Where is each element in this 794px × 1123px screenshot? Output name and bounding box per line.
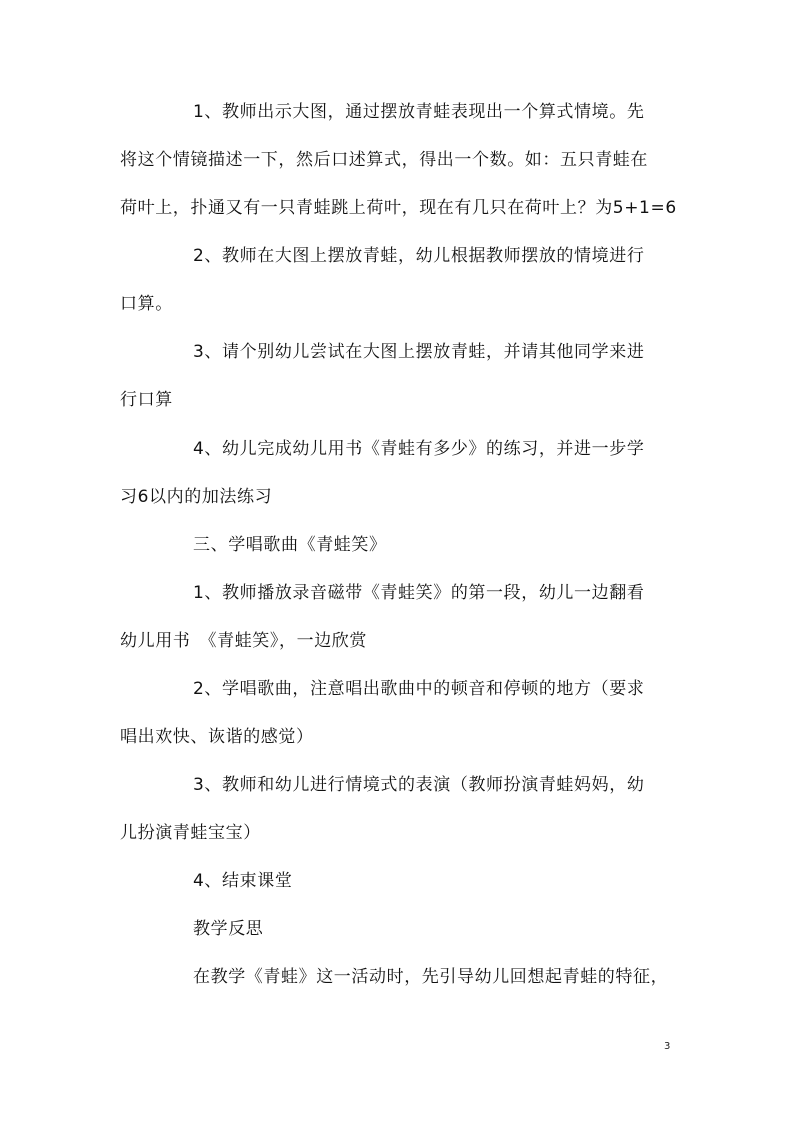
paragraph-line: 将这个情镜描述一下，然后口述算式，得出一个数。如：五只青蛙在	[120, 150, 648, 170]
paragraph-line: 4、幼儿完成幼儿用书《青蛙有多少》的练习，并进一步学	[193, 439, 645, 459]
paragraph-line: 2、学唱歌曲，注意唱出歌曲中的顿音和停顿的地方（要求	[193, 679, 645, 699]
paragraph-line: 4、结束课堂	[193, 871, 293, 891]
paragraph-line: 1、教师出示大图，通过摆放青蛙表现出一个算式情境。先	[193, 102, 645, 122]
paragraph-line: 幼儿用书 《青蛙笑》，一边欣赏	[120, 631, 367, 651]
paragraph-line: 儿扮演青蛙宝宝）	[120, 823, 261, 843]
paragraph-line: 行口算	[120, 390, 173, 410]
paragraph-line: 习6以内的加法练习	[120, 487, 273, 507]
paragraph-line: 3、教师和幼儿进行情境式的表演（教师扮演青蛙妈妈，幼	[193, 775, 645, 795]
paragraph-line: 1、教师播放录音磁带《青蛙笑》的第一段，幼儿一边翻看	[193, 583, 645, 603]
paragraph-line: 唱出欢快、诙谐的感觉）	[120, 727, 314, 747]
paragraph-line: 口算。	[120, 294, 173, 314]
section-heading: 三、学唱歌曲《青蛙笑》	[193, 535, 387, 555]
page-number: 3	[664, 1041, 671, 1052]
paragraph-line: 3、请个别幼儿尝试在大图上摆放青蛙，并请其他同学来进	[193, 342, 645, 362]
paragraph-line: 2、教师在大图上摆放青蛙，幼儿根据教师摆放的情境进行	[193, 246, 645, 266]
paragraph-line: 在教学《青蛙》这一活动时，先引导幼儿回想起青蛙的特征，	[193, 967, 669, 987]
section-heading: 教学反思	[193, 919, 264, 939]
paragraph-line: 荷叶上，扑通又有一只青蛙跳上荷叶，现在有几只在荷叶上？为5+1=6	[120, 198, 677, 218]
